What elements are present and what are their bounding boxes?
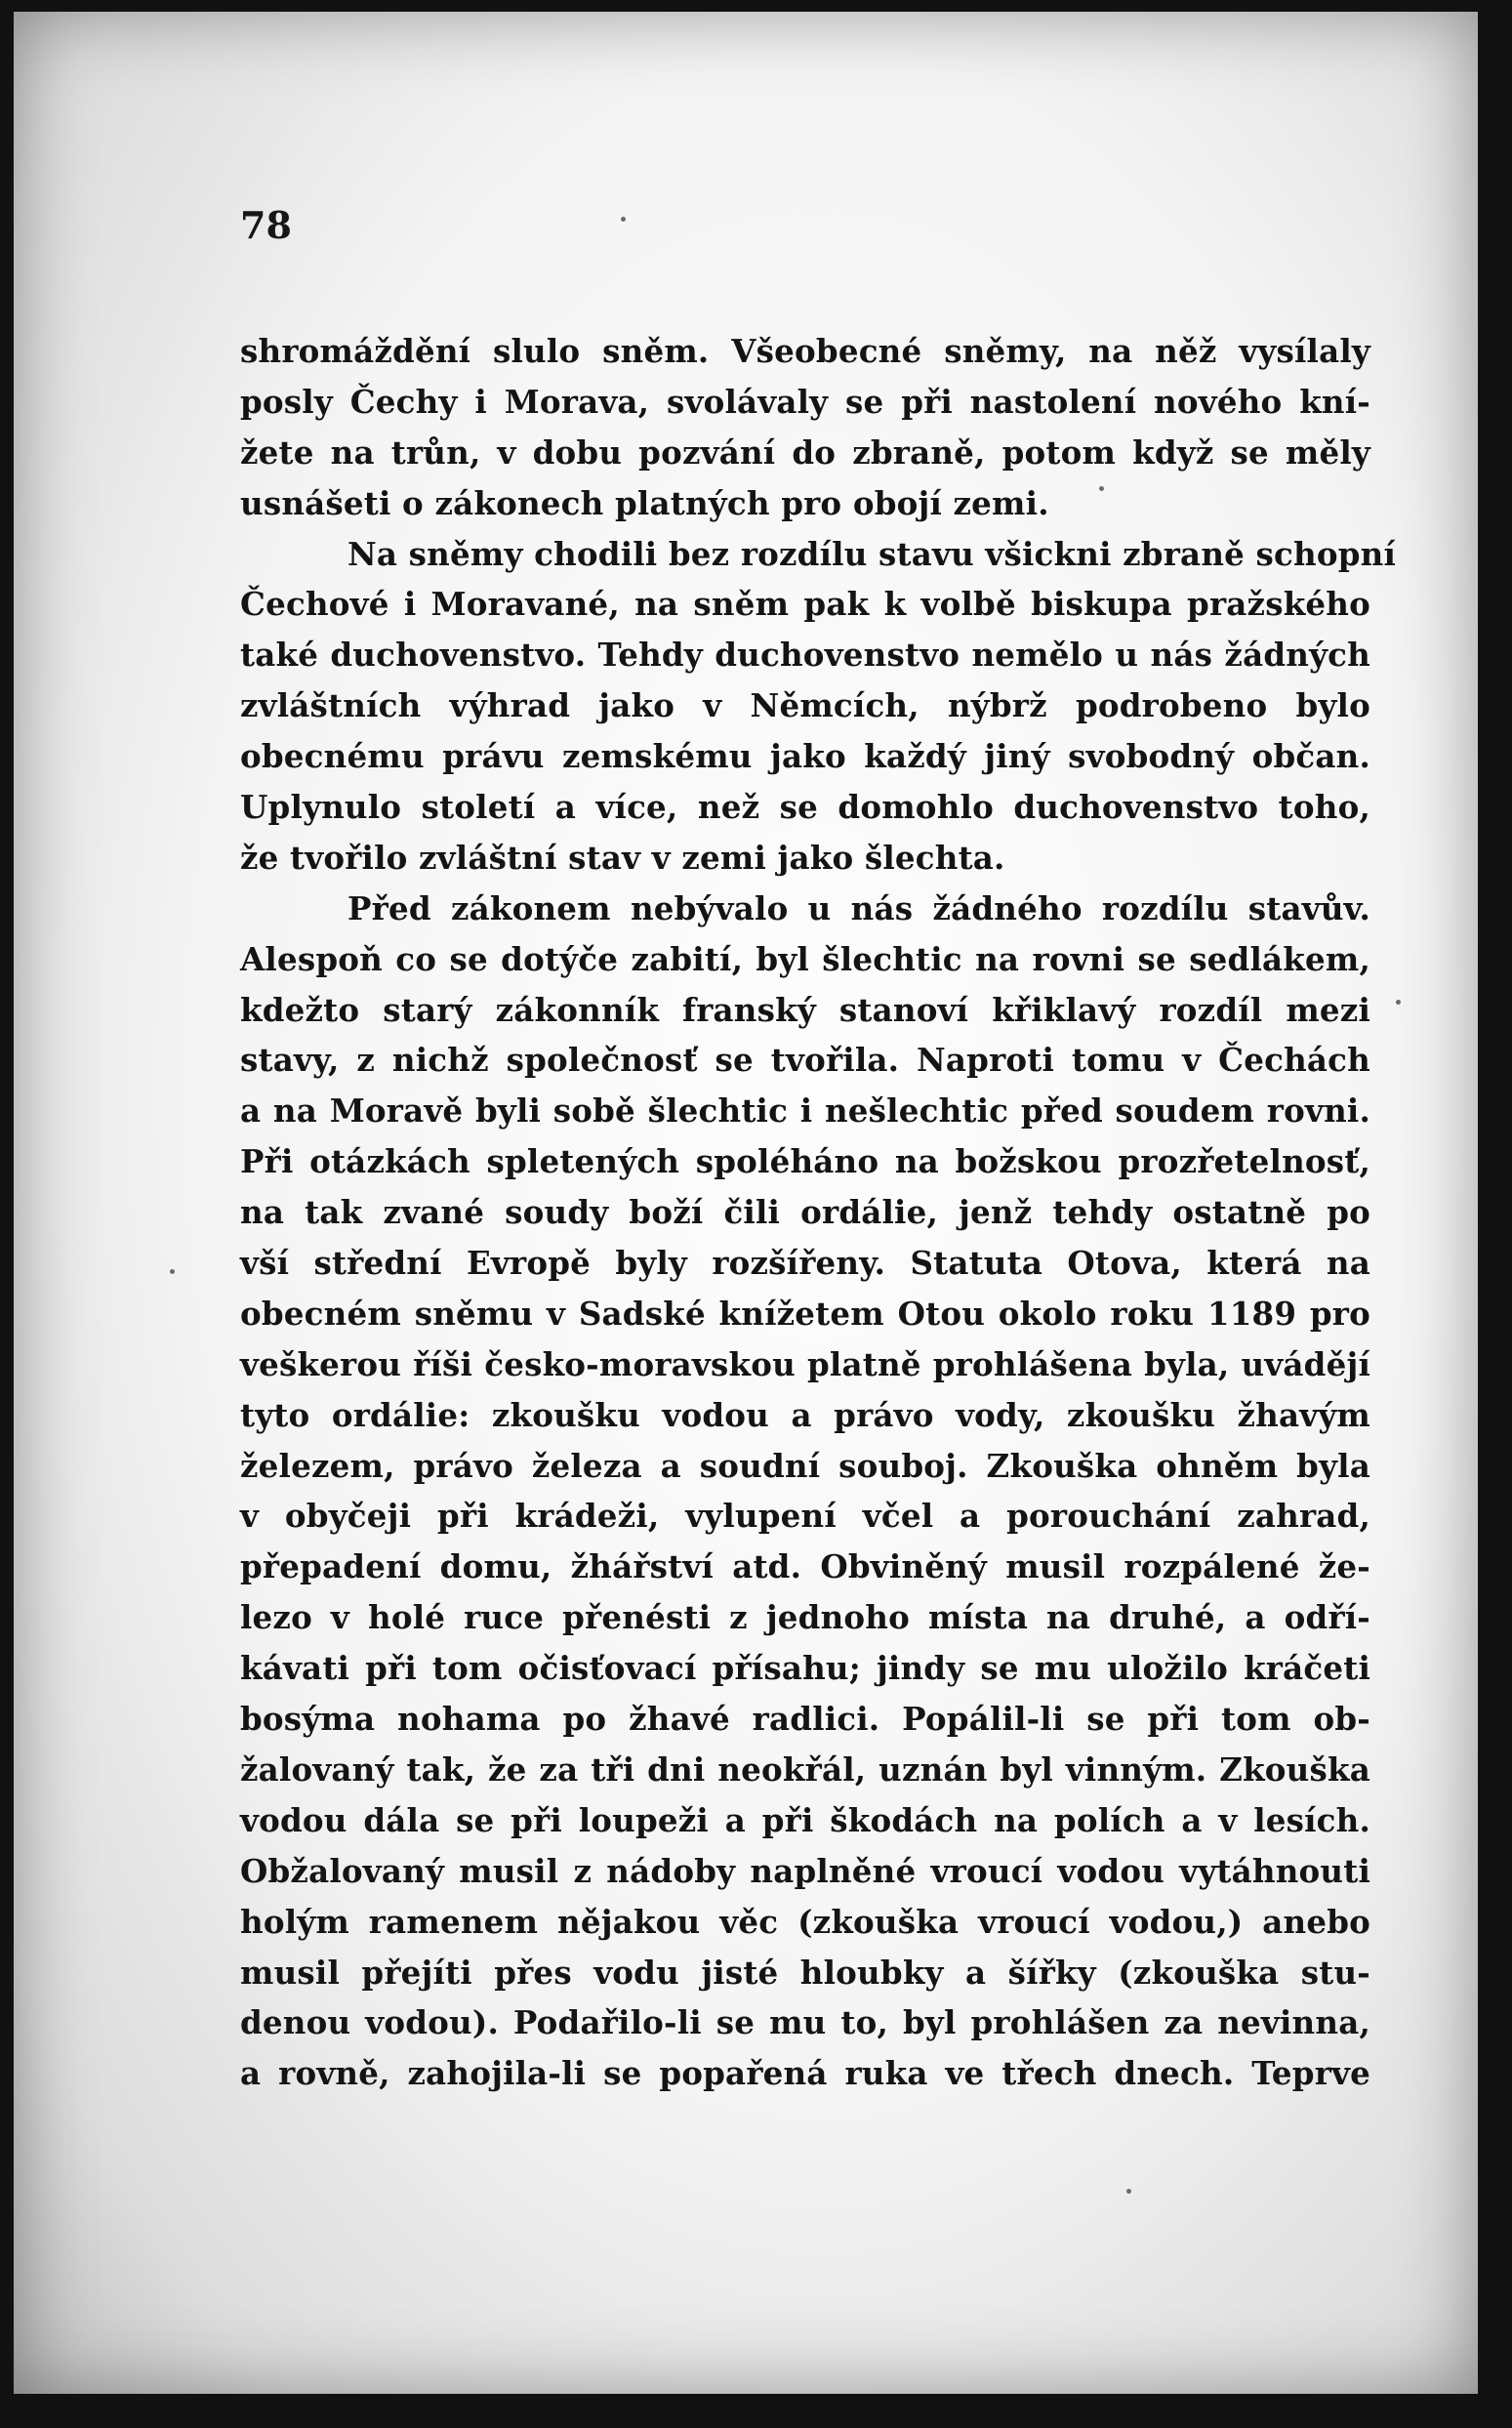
text-line: lezo v holé ruce přenésti z jednoho místa na druhé, a odří-	[240, 1598, 1370, 1637]
text-line: veškerou říši česko-moravskou platně prohlášena byla, uvádějí	[240, 1344, 1370, 1383]
text-line: usnášeti o zákonech platných pro obojí zemi.	[240, 483, 1049, 522]
scan-speck	[1396, 1000, 1401, 1005]
text-line: holým ramenem nějakou věc (zkouška vroucí vodou,) anebo	[240, 1902, 1370, 1941]
text-line: přepadení domu, žhářství atd. Obviněný musil rozpálené že-	[240, 1547, 1370, 1586]
text-line: železem, právo železa a soudní souboj. Zkouška ohněm byla	[240, 1446, 1370, 1485]
text-line: na tak zvané soudy boží čili ordálie, jenž tehdy ostatně po	[240, 1193, 1370, 1232]
text-line: Při otázkách spletených spoléháno na božskou prozřetelnosť,	[240, 1142, 1370, 1181]
text-line: Čechové i Moravané, na sněm pak k volbě biskupa pražského	[240, 585, 1370, 624]
page-number: 78	[240, 203, 292, 247]
text-line: kávati při tom očisťovací přísahu; jindy se mu uložilo kráčeti	[240, 1649, 1370, 1688]
text-line: obecném sněmu v Sadské knížetem Otou okolo roku 1189 pro	[240, 1294, 1370, 1333]
text-line: kdežto starý zákonník franský stanoví křiklavý rozdíl mezi	[240, 990, 1370, 1029]
scan-speck	[1126, 2189, 1131, 2194]
body-text	[240, 326, 1397, 2099]
text-line: vší střední Evropě byly rozšířeny. Statuta Otova, která na	[240, 1244, 1370, 1283]
text-line: žalovaný tak, že za tři dni neokřál, uznán byl vinným. Zkouška	[240, 1749, 1370, 1789]
text-line: a na Moravě byli sobě šlechtic i nešlechtic před soudem rovni.	[240, 1091, 1370, 1131]
text-line: posly Čechy i Morava, svolávaly se při nastolení nového kní-	[240, 382, 1370, 421]
scan-speck	[1099, 486, 1104, 491]
text-line: stavy, z nichž společnosť se tvořila. Naproti tomu v Čechách	[240, 1041, 1370, 1080]
text-line: také duchovenstvo. Tehdy duchovenstvo nemělo u nás žádných	[240, 636, 1370, 675]
text-line: bosýma nohama po žhavé radlici. Popálil-li se při tom ob-	[240, 1700, 1370, 1739]
text-line: Obžalovaný musil z nádoby naplněné vroucí vodou vytáhnouti	[240, 1851, 1370, 1890]
text-line: a rovně, zahojila-li se popařená ruka ve třech dnech. Teprve	[240, 2054, 1370, 2093]
text-line: Uplynulo století a více, než se domohlo duchovenstvo toho,	[240, 788, 1370, 827]
text-line: Alespoň co se dotýče zabití, byl šlechtic na rovni se sedlákem,	[240, 939, 1370, 978]
text-line: že tvořilo zvláštní stav v zemi jako šlechta.	[240, 838, 1005, 877]
text-line: zvláštních výhrad jako v Němcích, nýbrž podrobeno bylo	[240, 686, 1370, 725]
text-line: žete na trůn, v dobu pozvání do zbraně, potom když se měly	[240, 432, 1370, 472]
text-line: denou vodou). Podařilo-li se mu to, byl prohlášen za nevinna,	[240, 2003, 1370, 2042]
scan-speck	[621, 217, 626, 222]
text-line: Před zákonem nebývalo u nás žádného rozdílu stavův.	[347, 888, 1370, 927]
text-line: shromáždění slulo sněm. Všeobecné sněmy, na něž vysílaly	[240, 332, 1370, 370]
text-line: Na sněmy chodili bez rozdílu stavu všickni zbraně schopní	[347, 534, 1397, 573]
text-line: v obyčeji při krádeži, vylupení včel a porouchání zahrad,	[240, 1497, 1370, 1536]
text-line: obecnému právu zemskému jako každý jiný svobodný občan.	[240, 737, 1370, 776]
book-page	[14, 12, 1478, 2394]
scan-speck	[170, 1269, 175, 1274]
text-line: vodou dála se při loupeži a při škodách na polích a v lesích.	[240, 1800, 1370, 1839]
text-line: tyto ordálie: zkoušku vodou a právo vody, zkoušku žhavým	[240, 1395, 1370, 1434]
text-line: musil přejíti přes vodu jisté hloubky a šířky (zkouška stu-	[240, 1953, 1370, 1992]
